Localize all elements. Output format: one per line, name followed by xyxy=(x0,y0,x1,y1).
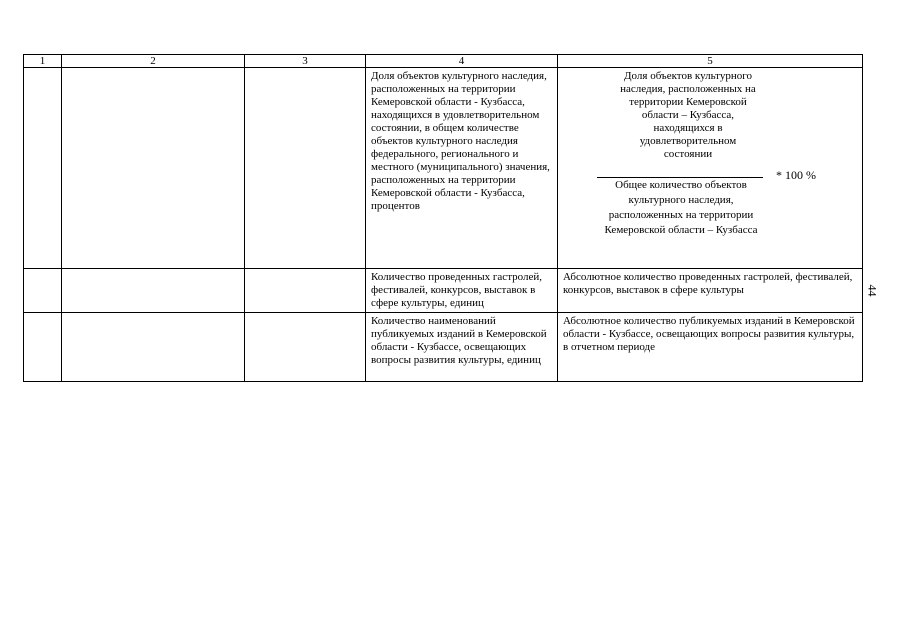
denominator-line: культурного наследия, xyxy=(628,194,734,206)
method-cell: Абсолютное количество публикуемых изданий в Кемеровской области - Кузбассе, освещающих вопросы развития культуры, в отчетном периоде xyxy=(558,313,863,382)
indicator-cell: Доля объектов культурного наследия, расположенных на территории Кемеровской области - Кузбасса, находящихся в удовлетворительном состоянии, в общем количестве объектов культурного наследия федерального, регионального и местного (муниципального) значения, расположенных на территории Кемеровской области - Кузбасса, процентов xyxy=(366,68,558,269)
numerator-line: Доля объектов культурного xyxy=(624,70,752,82)
column-header-3: 3 xyxy=(245,55,366,68)
indicators-table xyxy=(23,54,863,382)
page-number: 44 xyxy=(865,284,880,297)
table-row xyxy=(24,68,863,269)
fraction-formula xyxy=(563,70,858,266)
numerator-line: наследия, расположенных на xyxy=(620,83,756,95)
row-cell-2 xyxy=(62,68,245,269)
row-cell-3 xyxy=(245,68,366,269)
formula-multiplier: * 100 % xyxy=(776,168,816,182)
column-header-2: 2 xyxy=(62,55,245,68)
row-cell-1 xyxy=(24,313,62,382)
row-cell-3 xyxy=(245,269,366,313)
indicator-cell: Количество проведенных гастролей, фестивалей, конкурсов, выставок в сфере культуры, единиц xyxy=(366,269,558,313)
formula-denominator xyxy=(583,178,779,238)
table-row xyxy=(24,269,863,313)
formula-cell xyxy=(558,68,863,269)
table-row xyxy=(24,313,863,382)
column-header-1: 1 xyxy=(24,55,62,68)
denominator-line: Кемеровской области – Кузбасса xyxy=(604,224,758,236)
numerator-line: состоянии xyxy=(663,148,713,160)
denominator-line: Общее количество объектов xyxy=(615,179,747,191)
row-cell-2 xyxy=(62,313,245,382)
indicator-cell: Количество наименований публикуемых изданий в Кемеровской области - Кузбассе, освещающих вопросы развития культуры, единиц xyxy=(366,313,558,382)
numerator-line: области – Кузбасса, xyxy=(641,109,735,121)
denominator-line: расположенных на территории xyxy=(608,209,754,221)
numerator-line: находящихся в xyxy=(653,122,723,134)
numerator-line: удовлетворительном xyxy=(639,135,737,147)
row-cell-1 xyxy=(24,269,62,313)
row-cell-2 xyxy=(62,269,245,313)
table-header-row xyxy=(24,55,863,68)
row-cell-3 xyxy=(245,313,366,382)
column-header-5: 5 xyxy=(558,55,863,68)
row-cell-1 xyxy=(24,68,62,269)
numerator-line: территории Кемеровской xyxy=(629,96,747,108)
formula-numerator xyxy=(603,70,773,161)
column-header-4: 4 xyxy=(366,55,558,68)
method-cell: Абсолютное количество проведенных гастролей, фестивалей, конкурсов, выставок в сфере культуры xyxy=(558,269,863,313)
